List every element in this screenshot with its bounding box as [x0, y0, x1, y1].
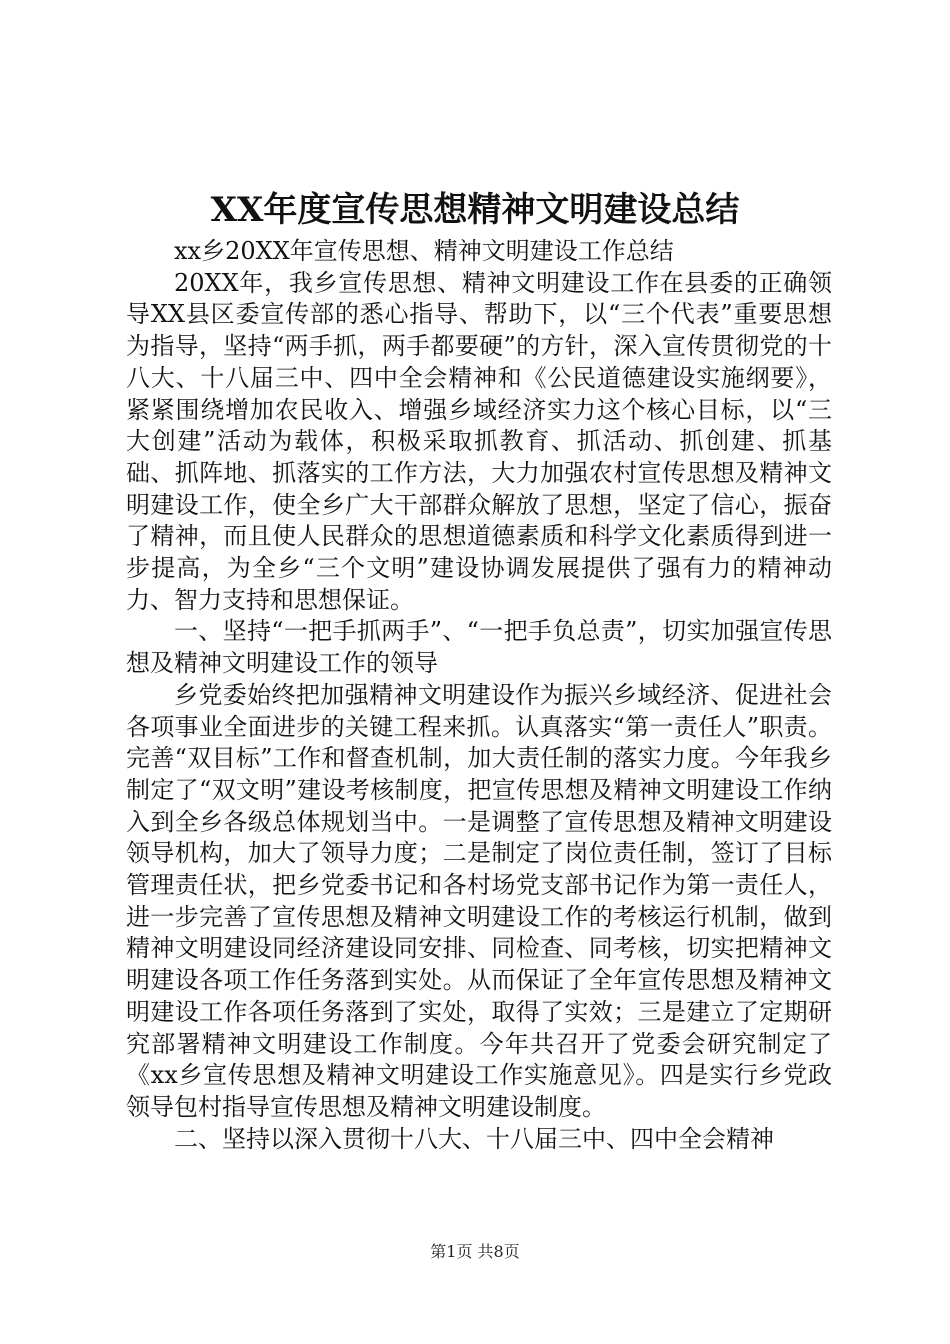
paragraph-section-1-body: 乡党委始终把加强精神文明建设作为振兴乡域经济、促进社会各项事业全面进步的关键工程来抓。认真落实“第一责任人”职责。完善“双目标”工作和督查机制，加大责任制的落实力度。今年我乡制定了“双文明”建设考核制度，把宣传思想及精神文明建设工作纳入到全乡各级总体规划当中。一是调整了宣传思想及精神文明建设领导机构，加大了领导力度；二是制定了岗位责任制，签订了目标管理责任状，把乡党委书记和各村场党支部书记作为第一责任人，进一步完善了宣传思想及精神文明建设工作的考核运行机制，做到精神文明建设同经济建设同安排、同检查、同考核，切实把精神文明建设各项工作任务落到实处。从而保证了全年宣传思想及精神文明建设工作各项任务落到了实处，取得了实效；三是建立了定期研究部署精神文明建设工作制度。今年共召开了党委会研究制定了《xx乡宣传思想及精神文明建设工作实施意见》。四是实行乡党政领导包村指导宣传思想及精神文明建设制度。 [126, 680, 832, 1121]
paragraph-section-1-heading: 一、坚持“一把手抓两手”、“一把手负总责”，切实加强宣传思想及精神文明建设工作的领导 [126, 617, 832, 678]
page-footer: 第1页 共8页 [430, 1242, 520, 1261]
document-body [126, 236, 832, 1155]
paragraph-intro: 20XX年，我乡宣传思想、精神文明建设工作在县委的正确领导XX县区委宣传部的悉心指导、帮助下，以“三个代表”重要思想为指导，坚持“两手抓，两手都要硬”的方针，深入宣传贯彻党的十八大、十八届三中、四中全会精神和《公民道德建设实施纲要》，紧紧围绕增加农民收入、增强乡域经济实力这个核心目标，以“三大创建”活动为载体，积极采取抓教育、抓活动、抓创建、抓基础、抓阵地、抓落实的工作方法，大力加强农村宣传思想及精神文明建设工作，使全乡广大干部群众解放了思想，坚定了信心，振奋了精神，而且使人民群众的思想道德素质和科学文化素质得到进一步提高，为全乡“三个文明”建设协调发展提供了强有力的精神动力、智力支持和思想保证。 [126, 268, 832, 614]
paragraph-subtitle: xx乡20XX年宣传思想、精神文明建设工作总结 [174, 237, 674, 265]
paragraph-section-2-heading: 二、坚持以深入贯彻十八大、十八届三中、四中全会精神 [174, 1124, 774, 1153]
document-title: XX年度宣传思想精神文明建设总结 [210, 190, 740, 230]
